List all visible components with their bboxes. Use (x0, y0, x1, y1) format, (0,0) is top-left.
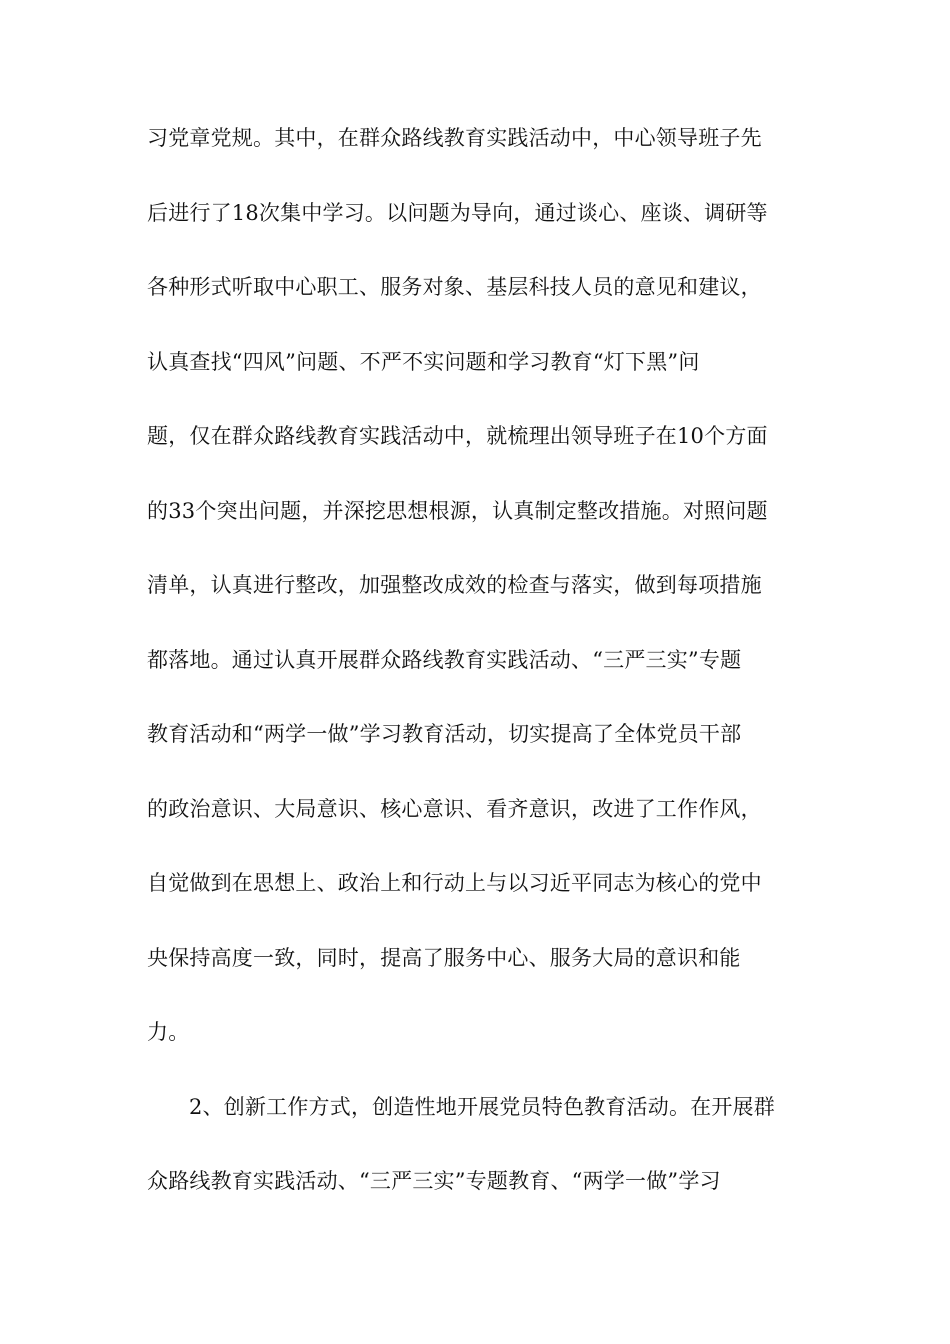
text-line: 力。 (147, 1020, 190, 1044)
text-line: 的33个突出问题，并深挖思想根源，认真制定整改措施。对照问题 (147, 498, 768, 523)
paragraph-start-line: 2、创新工作方式，创造性地开展党员特色教育活动。在开展群 (189, 1094, 775, 1119)
text-line: 各种形式听取中心职工、服务对象、基层科技人员的意见和建议， (147, 275, 762, 299)
text-line: 题，仅在群众路线教育实践活动中，就梳理出领导班子在10个方面 (147, 424, 768, 448)
text-line: 都落地。通过认真开展群众路线教育实践活动、“三严三实”专题 (147, 647, 742, 672)
text-line: 清单，认真进行整改，加强整改成效的检查与落实，做到每项措施 (147, 573, 762, 597)
text-line: 的政治意识、大局意识、核心意识、看齐意识，改进了工作作风， (147, 796, 762, 821)
text-line: 自觉做到在思想上、政治上和行动上与以习近平同志为核心的党中 (147, 871, 762, 895)
text-line: 教育活动和“两学一做”学习教育活动，切实提高了全体党员干部 (147, 722, 742, 746)
body-text (147, 118, 807, 1236)
text-line: 央保持高度一致，同时，提高了服务中心、服务大局的意识和能 (147, 945, 741, 970)
text-line: 习党章党规。其中，在群众路线教育实践活动中，中心领导班子先 (147, 126, 762, 150)
text-line: 众路线教育实践活动、“三严三实”专题教育、“两学一做”学习 (147, 1169, 721, 1193)
text-line: 认真查找“四风”问题、不严不实问题和学习教育“灯下黑”问 (147, 349, 700, 374)
text-line: 后进行了18次集中学习。以问题为导向，通过谈心、座谈、调研等 (147, 200, 768, 225)
